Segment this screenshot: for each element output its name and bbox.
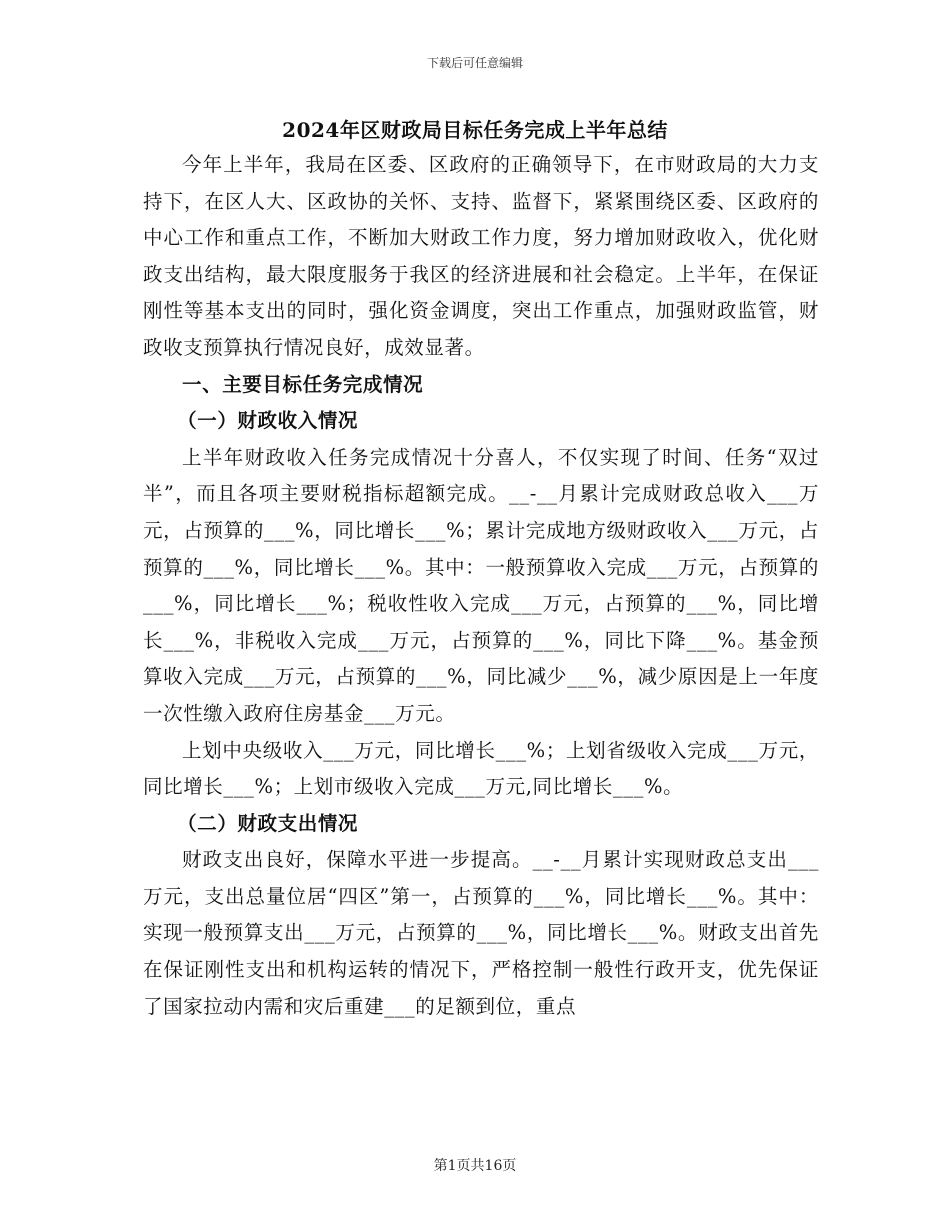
section-heading-main-targets: 一、主要目标任务完成情况 <box>182 372 424 396</box>
subsection-heading-expenditure: （二）财政支出情况 <box>177 811 359 835</box>
document-body <box>143 147 819 1025</box>
document-title: 2024年区财政局目标任务完成上半年总结 <box>282 118 668 142</box>
expenditure-paragraph: 财政支出良好，保障水平进一步提高。__-__月累计实现财政总支出___万元，支出总量位居“四区”第一，占预算的___%，同比增长___%。其中：实现一般预算支出___万元，占预算的___%，同比增长___%。财政支出首先在保证刚性支出和机构运转的情况下，严格控制一般性行政开支，优先保证了国家拉动内需和灾后重建___的足额到位，重点 <box>143 848 819 1018</box>
intro-paragraph: 今年上半年，我局在区委、区政府的正确领导下，在市财政局的大力支持下，在区人大、区政协的关怀、支持、监督下，紧紧围绕区委、区政府的中心工作和重点工作，不断加大财政工作力度，努力增加财政收入，优化财政支出结构，最大限度服务于我区的经济进展和社会稳定。上半年，在保证刚性等基本支出的同时，强化资金调度，突出工作重点，加强财政监管，财政收支预算执行情况良好，成效显著。 <box>143 153 819 359</box>
subsection-heading-revenue: （一）财政收入情况 <box>177 409 359 433</box>
header-note: 下载后可任意编辑 <box>426 56 523 70</box>
revenue-transfer-paragraph: 上划中央级收入___万元，同比增长___%；上划省级收入完成___万元，同比增长___%；上划市级收入完成___万元,同比增长___%。 <box>143 738 819 799</box>
revenue-paragraph: 上半年财政收入任务完成情况十分喜人，不仅实现了时间、任务“双过半”，而且各项主要财税指标超额完成。__-__月累计完成财政总收入___万元，占预算的___%，同比增长___%；累计完成地方级财政收入___万元，占预算的___%，同比增长___%。其中：一般预算收入完成___万元，占预算的___%，同比增长___%；税收性收入完成___万元，占预算的___%，同比增长___%，非税收入完成___万元，占预算的___%，同比下降___%。基金预算收入完成___万元，占预算的___%，同比减少___%，减少原因是上一年度一次性缴入政府住房基金___万元。 <box>143 445 819 725</box>
page-number: 第1页共16页 <box>433 1158 517 1174</box>
